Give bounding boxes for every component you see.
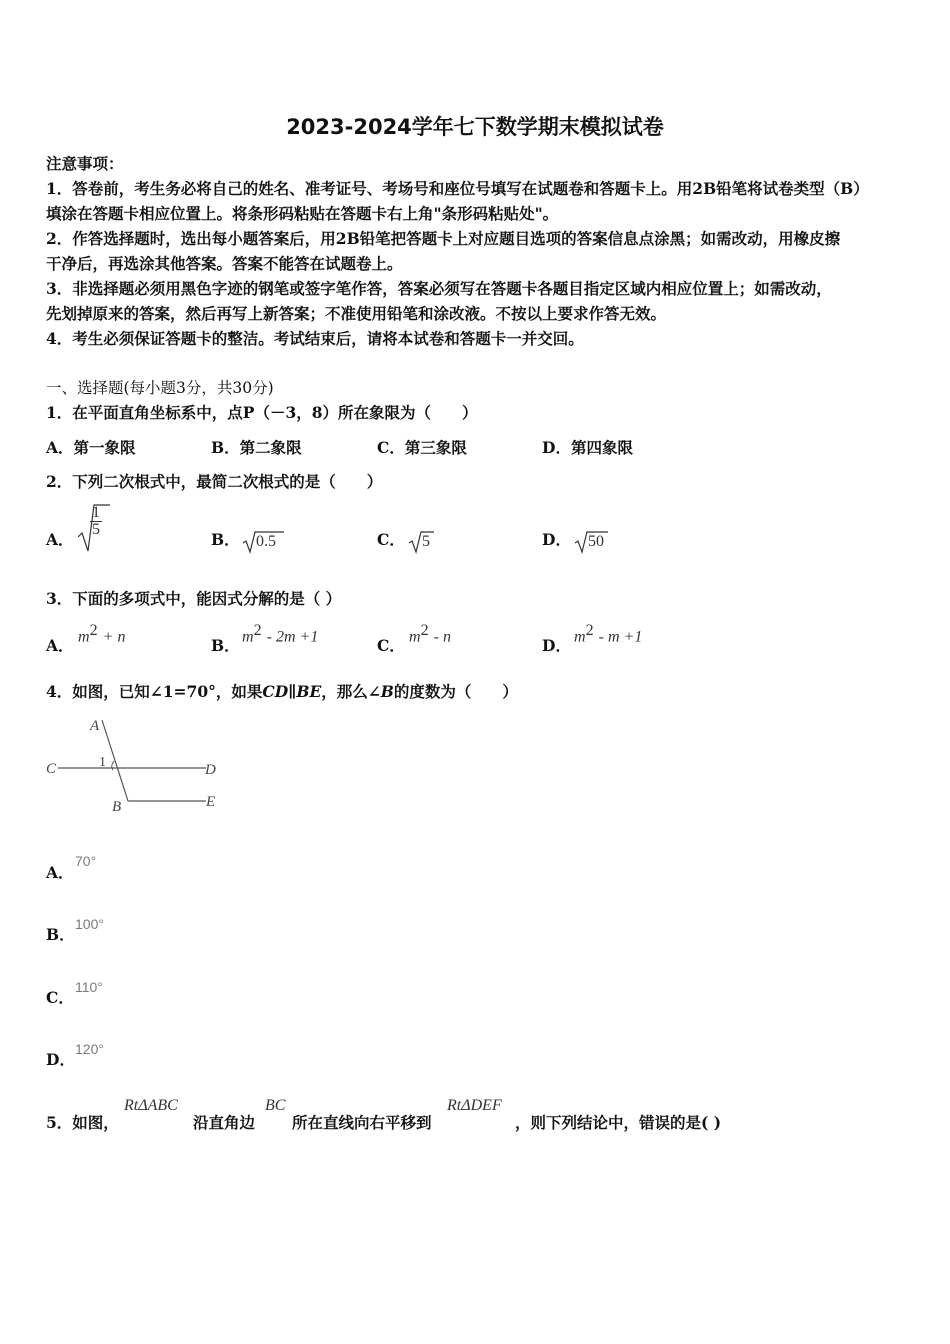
option-b-label: B． <box>211 636 240 655</box>
option-d-label: D． <box>542 636 571 655</box>
figure-label-1: 1 <box>99 755 106 770</box>
stem-math: CD∥BE <box>262 682 322 701</box>
option-d-label: D． <box>46 1050 75 1069</box>
geometry-figure <box>44 712 234 816</box>
figure-label-a: A <box>90 718 100 734</box>
option-a-label: A． <box>46 636 74 655</box>
question-5-text: ，则下列结论中，错误的是( ) <box>515 1113 722 1132</box>
fraction-numerator: 1 <box>92 504 100 521</box>
exponent: 2 <box>89 622 98 639</box>
notice-line: 干净后，再选涂其他答案。答案不能答在试题卷上。 <box>46 254 403 273</box>
option-c-label: C． <box>377 636 405 655</box>
polynomial <box>242 622 318 646</box>
option-a-label: A． <box>46 863 74 882</box>
fraction-denominator: 5 <box>92 521 100 538</box>
radicand: 50 <box>588 533 604 550</box>
option-a: A．第一象限 <box>46 438 136 457</box>
polynomial <box>78 622 125 646</box>
variable: m <box>242 628 254 646</box>
variable: m <box>409 628 421 646</box>
figure-label-e: E <box>206 794 216 810</box>
notice-line: 4．考生必须保证答题卡的整洁。考试结束后，请将本试卷和答题卡一并交回。 <box>46 329 584 348</box>
math-rt-abc: RtΔABC <box>124 1097 178 1114</box>
question-5-prefix: 5．如图， <box>46 1113 119 1132</box>
exponent: 2 <box>420 622 429 639</box>
stem-text: 4．如图，已知∠1=70°，如果 <box>46 682 263 701</box>
polynomial-rest: - n <box>433 628 451 646</box>
notice-line: 1．答卷前，考生务必将自己的姓名、准考证号、考场号和座位号填写在试题卷和答题卡上。用2B铅笔将试卷类型（B） <box>46 179 869 198</box>
option-d: D．第四象限 <box>542 438 633 457</box>
polynomial-rest: + n <box>102 628 126 646</box>
exponent: 2 <box>585 622 594 639</box>
polynomial <box>574 622 642 646</box>
option-b: B．第二象限 <box>211 438 302 457</box>
question-2-stem: 2．下列二次根式中，最简二次根式的是（ ） <box>46 472 383 491</box>
radicand: 0.5 <box>256 533 276 550</box>
notice-line: 先划掉原来的答案，然后再写上新答案；不准使用铅笔和涂改液。不按以上要求作答无效。 <box>46 304 667 323</box>
notice-line: 2．作答选择题时，选出每小题答案后，用2B铅笔把答题卡上对应题目选项的答案信息点涂黑；如需改动，用橡皮擦 <box>46 229 841 248</box>
math-rt-def: RtΔDEF <box>447 1097 502 1114</box>
option-b-label: B． <box>46 925 75 944</box>
section-heading: 一、选择题(每小题3分，共30分) <box>46 379 274 397</box>
stem-math: B <box>380 682 394 701</box>
exponent: 2 <box>253 622 262 639</box>
figure-label-c: C <box>46 761 57 777</box>
figure-label-d: D <box>205 762 216 778</box>
question-4-stem <box>46 680 518 702</box>
notice-line: 填涂在答题卡相应位置上。将条形码粘贴在答题卡右上角"条形码粘贴处"。 <box>46 204 559 223</box>
option-b-value: 100° <box>75 916 104 932</box>
question-5-text: 沿直角边 <box>193 1113 256 1132</box>
figure-label-b: B <box>112 799 122 815</box>
question-3-stem: 3．下面的多项式中，能因式分解的是（ ） <box>46 589 342 608</box>
notice-line: 3．非选择题必须用黑色字迹的钢笔或签字笔作答，答案必须写在答题卡各题目指定区域内相应位置上；如需改动， <box>46 279 832 298</box>
option-b-label: B． <box>211 530 240 549</box>
stem-text: ，那么∠ <box>321 682 381 701</box>
notice-heading: 注意事项： <box>46 154 124 173</box>
math-bc: BC <box>265 1097 286 1114</box>
option-c: C．第三象限 <box>377 438 467 457</box>
stem-text: 的度数为（ ） <box>393 682 518 701</box>
polynomial-rest: - 2m +1 <box>266 628 319 646</box>
page-title: 2023-2024学年七下数学期末模拟试卷 <box>286 115 664 139</box>
option-a-value: 70° <box>75 853 97 869</box>
question-1-stem: 1．在平面直角坐标系中，点P（－3，8）所在象限为（ ） <box>46 403 478 422</box>
variable: m <box>574 628 586 646</box>
variable: m <box>78 628 90 646</box>
polynomial-rest: - m +1 <box>598 628 643 646</box>
option-a-label: A． <box>46 530 74 549</box>
polynomial <box>409 622 451 646</box>
option-d-value: 120° <box>75 1041 104 1057</box>
radicand: 5 <box>422 533 430 550</box>
option-c-value: 110° <box>75 979 103 995</box>
question-5-text: 所在直线向右平移到 <box>292 1113 432 1132</box>
option-c-label: C． <box>377 530 405 549</box>
radical-sign-icon <box>408 530 434 554</box>
option-d-label: D． <box>542 530 571 549</box>
angle-arc <box>112 761 114 770</box>
option-c-label: C． <box>46 988 74 1007</box>
